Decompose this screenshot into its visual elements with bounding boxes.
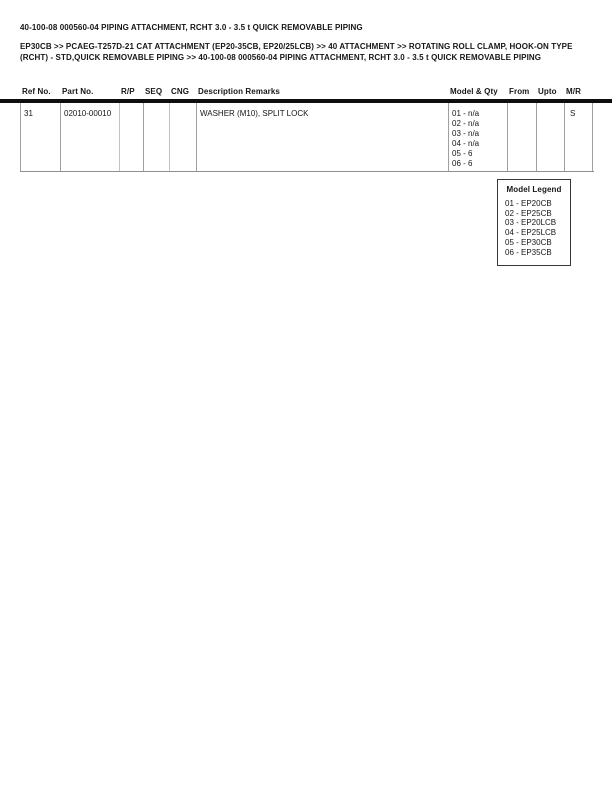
col-header-seq: SEQ [145, 87, 163, 96]
cell-description: WASHER (M10), SPLIT LOCK [196, 103, 448, 172]
model-qty-line: 05 - 6 [452, 149, 473, 159]
breadcrumb: EP30CB >> PCAEG-T257D-21 CAT ATTACHMENT (EP20-35CB, EP20/25LCB) >> 40 ATTACHMENT >> ROTATING ROLL CLAMP, HOOK-ON TYPE (RCHT) - STD,QUICK REMOVABLE PIPING >> 40-100-08 000560-04 PIPING ATTACHMENT, RCHT 3.0 - 3.5 t QUICK REMOVABLE PIPING [20, 42, 573, 62]
cell-seq [143, 103, 169, 172]
cell-ref-no: 31 [20, 103, 60, 172]
page-title: 40-100-08 000560-04 PIPING ATTACHMENT, RCHT 3.0 - 3.5 t QUICK REMOVABLE PIPING [20, 23, 363, 32]
col-header-model-qty: Model & Qty [450, 87, 498, 96]
model-legend-list [498, 199, 570, 257]
model-legend-item: 02 - EP25CB [505, 208, 552, 218]
model-legend-item: 06 - EP35CB [505, 247, 552, 257]
model-legend-item: 05 - EP30CB [505, 237, 552, 247]
cell-upto [536, 103, 564, 172]
col-header-from: From [509, 87, 530, 96]
model-qty-line: 02 - n/a [452, 118, 480, 128]
col-header-mr: M/R [566, 87, 581, 96]
cell-part-no: 02010-00010 [60, 103, 119, 172]
cell-rp [119, 103, 143, 172]
model-legend-box [497, 179, 571, 266]
model-legend-title: Model Legend [506, 185, 562, 194]
model-qty-line: 01 - n/a [452, 108, 480, 118]
model-qty-line: 06 - 6 [452, 159, 473, 169]
col-header-rp: R/P [121, 87, 135, 96]
model-qty-line: 03 - n/a [452, 128, 480, 138]
table-header-row [20, 87, 593, 96]
model-qty-line: 04 - n/a [452, 139, 480, 149]
col-header-upto: Upto [538, 87, 557, 96]
col-header-ref-no: Ref No. [22, 87, 51, 96]
cell-cng [169, 103, 196, 172]
table-row [20, 103, 594, 173]
cell-mr: S [564, 103, 593, 172]
col-header-part-no: Part No. [62, 87, 94, 96]
model-legend-item: 04 - EP25LCB [505, 228, 557, 238]
col-header-description: Description Remarks [198, 87, 280, 96]
cell-model-qty [448, 103, 507, 172]
model-legend-item: 03 - EP20LCB [505, 218, 557, 228]
cell-from [507, 103, 536, 172]
col-header-cng: CNG [171, 87, 190, 96]
model-legend-item: 01 - EP20CB [505, 199, 552, 208]
